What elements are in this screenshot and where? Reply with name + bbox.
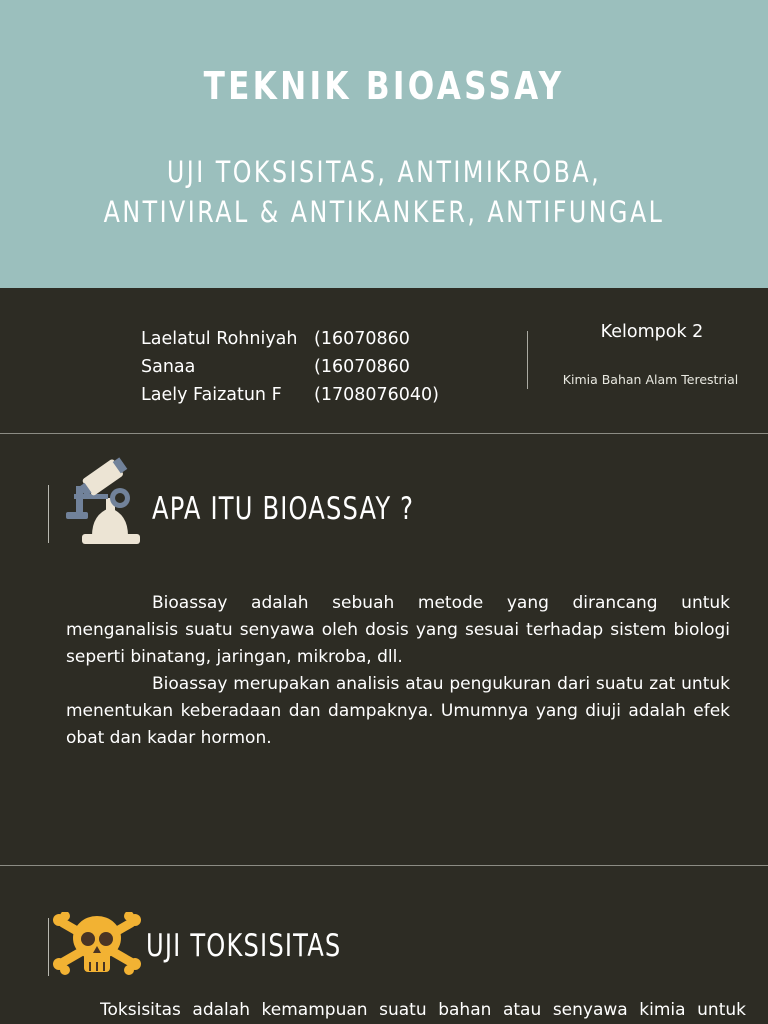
section-body xyxy=(66,590,730,752)
member-id: (16070860 xyxy=(314,357,410,377)
page-title: TEKNIK BIOASSAY xyxy=(203,64,565,108)
member-id: (1708076040) xyxy=(314,385,439,405)
member-row xyxy=(141,325,439,353)
member-name: Laelatul Rohniyah xyxy=(141,329,298,349)
group-info xyxy=(0,288,768,434)
course-name: Kimia Bahan Alam Terestrial xyxy=(562,372,739,387)
section-body: Toksisitas adalah kemampuan suatu bahan atau senyawa kimia untuk xyxy=(100,1000,746,1020)
section-what-is-bioassay xyxy=(0,434,768,866)
member-id: (16070860 xyxy=(314,329,410,349)
section-divider xyxy=(48,485,49,543)
title-header xyxy=(0,0,768,288)
paragraph: Bioassay merupakan analisis atau pengukuran dari suatu zat untuk menentukan keberadaan dan dampaknya. Umumnya yang diuji adalah efek obat dan kadar hormon. xyxy=(66,674,730,748)
member-name: Sanaa xyxy=(141,357,196,377)
member-name: Laely Faizatun F xyxy=(141,385,282,405)
member-list xyxy=(141,325,439,409)
section-title: APA ITU BIOASSAY ? xyxy=(152,491,415,527)
skull-crossbones-icon xyxy=(52,912,142,978)
paragraph: Bioassay adalah sebuah metode yang dirancang untuk menganalisis suatu senyawa oleh dosis yang sesuai terhadap sistem biologi seperti binatang, jaringan, mikroba, dll. xyxy=(66,593,730,667)
section-title: UJI TOKSISITAS xyxy=(146,928,342,964)
member-row xyxy=(141,381,439,409)
page-subtitle: UJI TOKSISITAS, ANTIMIKROBA, ANTIVIRAL & ANTIKANKER, ANTIFUNGAL xyxy=(103,155,665,229)
section-divider xyxy=(48,918,49,976)
divider xyxy=(527,331,528,389)
group-name: Kelompok 2 xyxy=(600,322,704,342)
member-row xyxy=(141,353,439,381)
microscope-icon xyxy=(62,456,144,546)
section-toxicity-test xyxy=(0,866,768,1024)
